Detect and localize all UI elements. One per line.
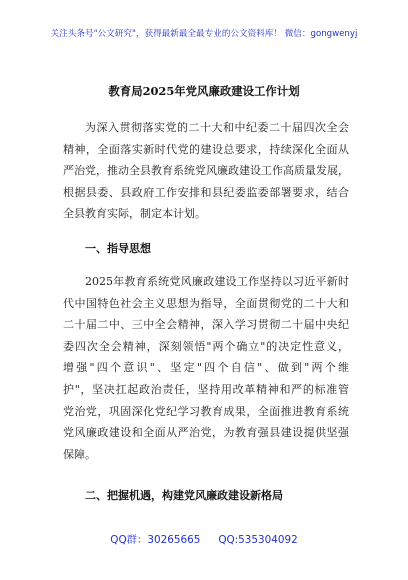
- text-line: 精神，全面落实新时代党的建设总要求，持续深化全面从: [63, 142, 349, 156]
- text-line: 全县教育实际，制定本计划。: [63, 207, 206, 221]
- document-title: 教育局2025年党风廉政建设工作计划: [108, 84, 300, 98]
- text-line: 严治党，推动全县教育系统党风廉政建设工作高质量发展，: [63, 164, 349, 178]
- text-line: 二十届二中、三中全会精神，深入学习贯彻二十届中央纪: [63, 318, 349, 332]
- qq-group-number: QQ群：30265665: [110, 534, 201, 546]
- text-line: 为深入贯彻落实党的二十大和中纪委二十届四次全会: [85, 121, 349, 134]
- text-line: 2025年教育系统党风廉政建设工作坚持以习近平新时: [85, 275, 349, 288]
- text-line: 委四次全会精神，深刻领悟"两个确立"的决定性意义，: [63, 339, 349, 353]
- text-line: 代中国特色社会主义思想为指导，全面贯彻党的二十大和: [63, 296, 349, 310]
- section-heading-opportunities: 二、把握机遇，构建党风廉政建设新格局: [85, 489, 283, 502]
- footer-contact: [0, 531, 408, 546]
- text-line: 根据县委、县政府工作安排和县纪委监委部署要求，结合: [63, 185, 349, 199]
- qq-number: QQ:535304092: [218, 534, 298, 546]
- text-line: 党治党，巩固深化党纪学习教育成果，全面推进教育系统: [63, 404, 349, 418]
- text-line: 保障。: [63, 447, 96, 461]
- section-heading-guiding-ideology: 一、指导思想: [85, 242, 151, 255]
- intro-paragraph: [63, 117, 349, 225]
- header-banner: 关注头条号"公文研究"，获得最新最全最专业的公文资料库！ 微信：gongwenyj: [50, 29, 358, 39]
- text-line: 增强"四个意识"、坚定"四个自信"、做到"两个维: [63, 361, 349, 375]
- text-line: 护"，坚决扛起政治责任，坚持用改革精神和严的标准管: [63, 382, 349, 396]
- text-line: 党风廉政建设和全面从严治党，为教育强县建设提供坚强: [63, 426, 349, 440]
- guiding-ideology-paragraph: [63, 271, 349, 465]
